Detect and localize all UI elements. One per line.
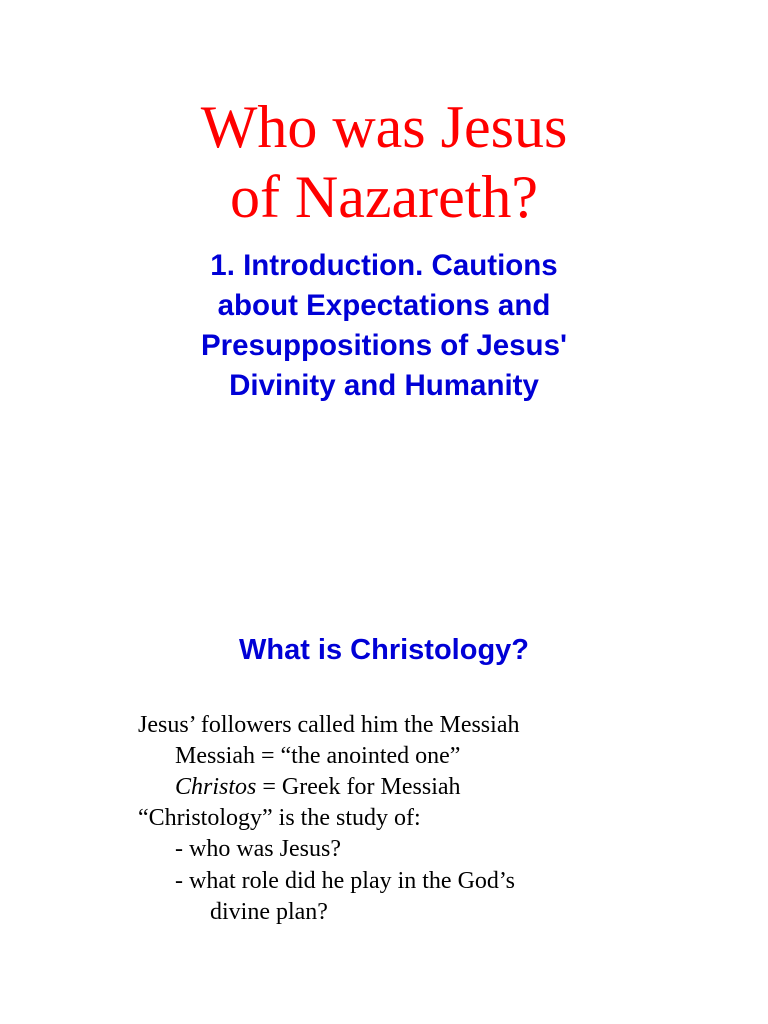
subtitle-line-3: Presuppositions of Jesus' bbox=[200, 329, 567, 362]
body-line-followers: Jesus’ followers called him the Messiah bbox=[138, 712, 520, 738]
section-heading: What is Christology? bbox=[239, 634, 529, 666]
bullet-what-role: - what role did he play in the God’s bbox=[175, 868, 515, 894]
title-line-2: of Nazareth? bbox=[229, 164, 539, 230]
title-line-1: Who was Jesus bbox=[200, 94, 568, 160]
body-line-christos bbox=[175, 772, 461, 802]
bullet-what-role-continued: divine plan? bbox=[210, 899, 328, 925]
bullet-who-was-jesus: - who was Jesus? bbox=[175, 836, 341, 862]
subtitle-line-2: about Expectations and bbox=[217, 289, 551, 322]
subtitle-line-1: 1. Introduction. Cautions bbox=[210, 249, 558, 282]
body-line-christology: “Christology” is the study of: bbox=[138, 805, 421, 831]
body-line-messiah: Messiah = “the anointed one” bbox=[175, 743, 461, 769]
subtitle-line-4: Divinity and Humanity bbox=[229, 369, 539, 402]
christos-term: Christos bbox=[175, 774, 257, 800]
christos-definition: = Greek for Messiah bbox=[256, 774, 461, 800]
